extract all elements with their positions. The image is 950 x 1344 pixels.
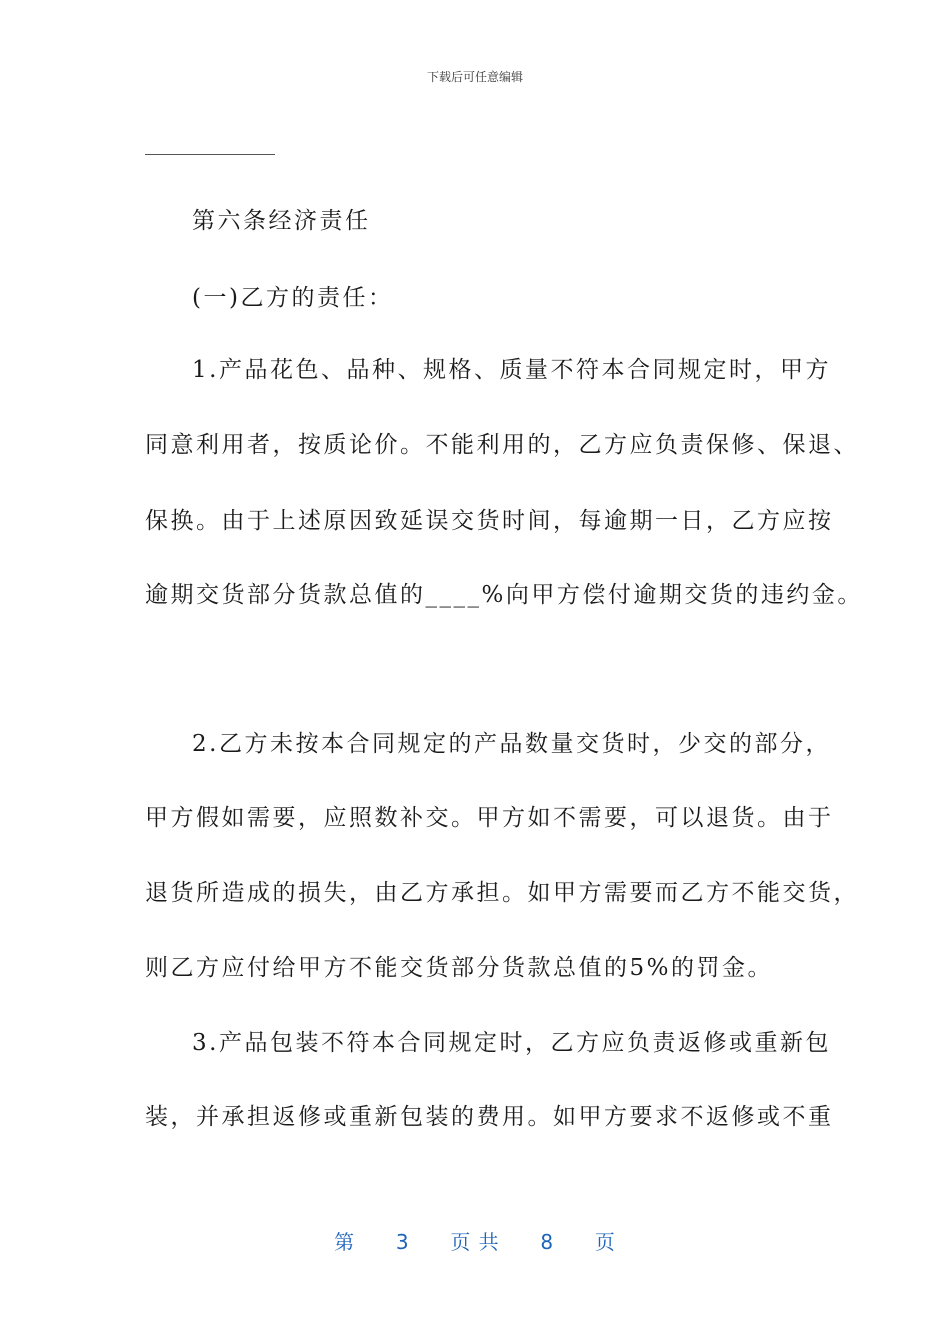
paragraph-1-line-3: 保换。由于上述原因致延误交货时间，每逾期一日，乙方应按 <box>145 508 834 534</box>
download-edit-note: 下载后可任意编辑 <box>426 70 523 84</box>
page-number-footer <box>0 1226 950 1255</box>
footer-suffix: 页 <box>594 1230 616 1254</box>
article-heading: 第六条经济责任 <box>192 208 371 234</box>
paragraph-1-line-1: 1.产品花色、品种、规格、质量不符本合同规定时，甲方 <box>192 357 831 383</box>
footer-prefix: 第 <box>334 1230 356 1254</box>
section-heading: (一)乙方的责任： <box>192 285 394 311</box>
blank-fill-line <box>145 154 275 155</box>
paragraph-2-line-1: 2.乙方未按本合同规定的产品数量交货时，少交的部分， <box>192 731 831 757</box>
current-page-number: 3 <box>395 1230 410 1254</box>
paragraph-2-line-4: 则乙方应付给甲方不能交货部分货款总值的5%的罚金。 <box>145 955 773 981</box>
paragraph-3-line-2: 装，并承担返修或重新包装的费用。如甲方要求不返修或不重 <box>145 1104 834 1130</box>
paragraph-3-line-1: 3.产品包装不符本合同规定时，乙方应负责返修或重新包 <box>192 1030 831 1056</box>
footer-middle: 页 共 <box>450 1230 500 1254</box>
paragraph-1-line-4: 逾期交货部分货款总值的____%向甲方偿付逾期交货的违约金。 <box>145 582 863 608</box>
total-page-number: 8 <box>540 1230 555 1254</box>
paragraph-2-line-2: 甲方假如需要，应照数补交。甲方如不需要，可以退货。由于 <box>145 805 834 831</box>
paragraph-2-line-3: 退货所造成的损失，由乙方承担。如甲方需要而乙方不能交货， <box>145 880 859 906</box>
paragraph-1-line-2: 同意利用者，按质论价。不能利用的，乙方应负责保修、保退、 <box>145 432 859 458</box>
